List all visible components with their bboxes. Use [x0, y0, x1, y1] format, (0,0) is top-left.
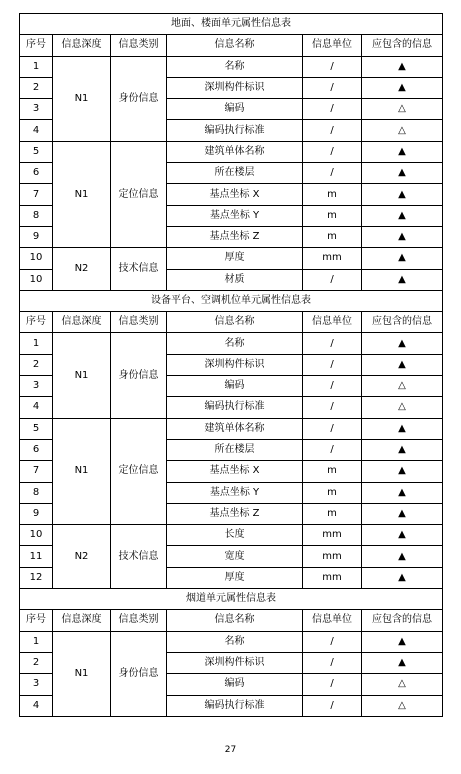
required-symbol: ▲: [362, 333, 443, 354]
required-symbol: ▲: [362, 56, 443, 77]
info-name: 基点坐标 Y: [167, 205, 303, 226]
info-name: 建筑单体名称: [167, 141, 303, 162]
info-name: 编码: [167, 99, 303, 120]
header-no: 序号: [20, 35, 53, 56]
info-name: 名称: [167, 56, 303, 77]
required-symbol: ▲: [362, 163, 443, 184]
required-symbol: △: [362, 674, 443, 695]
required-symbol: ▲: [362, 77, 443, 98]
info-name: 基点坐标 X: [167, 461, 303, 482]
table-row: [20, 418, 443, 439]
info-name: 厚度: [167, 567, 303, 588]
header-name: 信息名称: [167, 610, 303, 631]
info-depth: N2: [53, 248, 111, 291]
table-row: [20, 56, 443, 77]
info-category: 定位信息: [111, 141, 167, 247]
row-number: 7: [20, 184, 53, 205]
info-unit: m: [303, 226, 362, 247]
row-number: 2: [20, 354, 53, 375]
row-number: 10: [20, 248, 53, 269]
row-number: 6: [20, 439, 53, 460]
info-name: 深圳构件标识: [167, 652, 303, 673]
required-symbol: ▲: [362, 567, 443, 588]
row-number: 7: [20, 461, 53, 482]
row-number: 1: [20, 631, 53, 652]
info-name: 厚度: [167, 248, 303, 269]
row-number: 4: [20, 397, 53, 418]
info-name: 基点坐标 Z: [167, 503, 303, 524]
header-unit: 信息单位: [303, 312, 362, 333]
info-name: 基点坐标 Z: [167, 226, 303, 247]
required-symbol: ▲: [362, 546, 443, 567]
info-unit: m: [303, 503, 362, 524]
info-name: 宽度: [167, 546, 303, 567]
section-title: 地面、楼面单元属性信息表: [20, 14, 443, 35]
info-category: 技术信息: [111, 525, 167, 589]
row-number: 3: [20, 99, 53, 120]
row-number: 1: [20, 56, 53, 77]
info-unit: /: [303, 99, 362, 120]
table-row: [20, 141, 443, 162]
table-row: [20, 333, 443, 354]
header-category: 信息类别: [111, 312, 167, 333]
header-required: 应包含的信息: [362, 312, 443, 333]
info-unit: /: [303, 397, 362, 418]
header-row: [20, 312, 443, 333]
row-number: 4: [20, 120, 53, 141]
row-number: 6: [20, 163, 53, 184]
info-name: 名称: [167, 333, 303, 354]
required-symbol: ▲: [362, 226, 443, 247]
required-symbol: ▲: [362, 482, 443, 503]
info-unit: /: [303, 376, 362, 397]
section-title-row: [20, 589, 443, 610]
required-symbol: ▲: [362, 184, 443, 205]
row-number: 1: [20, 333, 53, 354]
info-unit: m: [303, 461, 362, 482]
info-unit: m: [303, 184, 362, 205]
required-symbol: △: [362, 397, 443, 418]
info-name: 编码: [167, 674, 303, 695]
info-unit: mm: [303, 248, 362, 269]
info-unit: m: [303, 482, 362, 503]
row-number: 12: [20, 567, 53, 588]
header-required: 应包含的信息: [362, 35, 443, 56]
table-row: [20, 631, 443, 652]
info-unit: /: [303, 354, 362, 375]
required-symbol: ▲: [362, 141, 443, 162]
required-symbol: ▲: [362, 418, 443, 439]
required-symbol: ▲: [362, 269, 443, 290]
info-unit: /: [303, 333, 362, 354]
row-number: 2: [20, 77, 53, 98]
row-number: 9: [20, 226, 53, 247]
info-name: 深圳构件标识: [167, 77, 303, 98]
page-number: 27: [224, 745, 237, 755]
required-symbol: ▲: [362, 248, 443, 269]
info-unit: mm: [303, 525, 362, 546]
info-name: 编码执行标准: [167, 397, 303, 418]
header-unit: 信息单位: [303, 610, 362, 631]
info-unit: /: [303, 695, 362, 716]
info-unit: /: [303, 141, 362, 162]
info-category: 身份信息: [111, 333, 167, 418]
header-no: 序号: [20, 312, 53, 333]
header-unit: 信息单位: [303, 35, 362, 56]
table-row: [20, 525, 443, 546]
header-depth: 信息深度: [53, 312, 111, 333]
required-symbol: ▲: [362, 354, 443, 375]
info-unit: mm: [303, 546, 362, 567]
info-name: 编码执行标准: [167, 695, 303, 716]
info-unit: /: [303, 439, 362, 460]
info-name: 编码: [167, 376, 303, 397]
info-depth: N1: [53, 418, 111, 524]
row-number: 11: [20, 546, 53, 567]
info-depth: N1: [53, 56, 111, 141]
header-name: 信息名称: [167, 35, 303, 56]
info-name: 基点坐标 X: [167, 184, 303, 205]
section-title-row: [20, 290, 443, 311]
row-number: 10: [20, 269, 53, 290]
required-symbol: ▲: [362, 631, 443, 652]
info-unit: /: [303, 120, 362, 141]
header-name: 信息名称: [167, 312, 303, 333]
row-number: 3: [20, 674, 53, 695]
info-unit: /: [303, 77, 362, 98]
info-name: 名称: [167, 631, 303, 652]
row-number: 8: [20, 482, 53, 503]
row-number: 8: [20, 205, 53, 226]
header-category: 信息类别: [111, 610, 167, 631]
info-category: 身份信息: [111, 56, 167, 141]
row-number: 5: [20, 418, 53, 439]
info-name: 基点坐标 Y: [167, 482, 303, 503]
row-number: 5: [20, 141, 53, 162]
required-symbol: ▲: [362, 439, 443, 460]
info-name: 所在楼层: [167, 163, 303, 184]
row-number: 4: [20, 695, 53, 716]
attribute-table: [19, 13, 443, 717]
info-category: 技术信息: [111, 248, 167, 291]
row-number: 3: [20, 376, 53, 397]
info-unit: mm: [303, 567, 362, 588]
info-unit: /: [303, 674, 362, 695]
info-name: 长度: [167, 525, 303, 546]
info-unit: m: [303, 205, 362, 226]
info-name: 所在楼层: [167, 439, 303, 460]
section-title-row: [20, 14, 443, 35]
info-unit: /: [303, 163, 362, 184]
section-title: 设备平台、空调机位单元属性信息表: [20, 290, 443, 311]
info-unit: /: [303, 269, 362, 290]
required-symbol: ▲: [362, 205, 443, 226]
info-unit: /: [303, 631, 362, 652]
info-category: 定位信息: [111, 418, 167, 524]
section-title: 烟道单元属性信息表: [20, 589, 443, 610]
info-unit: /: [303, 56, 362, 77]
table-row: [20, 248, 443, 269]
header-depth: 信息深度: [53, 35, 111, 56]
header-no: 序号: [20, 610, 53, 631]
header-row: [20, 35, 443, 56]
info-name: 建筑单体名称: [167, 418, 303, 439]
required-symbol: △: [362, 120, 443, 141]
header-required: 应包含的信息: [362, 610, 443, 631]
row-number: 9: [20, 503, 53, 524]
info-depth: N1: [53, 631, 111, 716]
table-body: [20, 14, 443, 717]
required-symbol: △: [362, 695, 443, 716]
row-number: 10: [20, 525, 53, 546]
info-name: 材质: [167, 269, 303, 290]
info-name: 深圳构件标识: [167, 354, 303, 375]
required-symbol: △: [362, 99, 443, 120]
required-symbol: △: [362, 376, 443, 397]
required-symbol: ▲: [362, 525, 443, 546]
info-depth: N2: [53, 525, 111, 589]
info-depth: N1: [53, 333, 111, 418]
info-name: 编码执行标准: [167, 120, 303, 141]
required-symbol: ▲: [362, 503, 443, 524]
info-category: 身份信息: [111, 631, 167, 716]
required-symbol: ▲: [362, 461, 443, 482]
header-depth: 信息深度: [53, 610, 111, 631]
row-number: 2: [20, 652, 53, 673]
info-depth: N1: [53, 141, 111, 247]
header-row: [20, 610, 443, 631]
info-unit: /: [303, 418, 362, 439]
required-symbol: ▲: [362, 652, 443, 673]
info-unit: /: [303, 652, 362, 673]
header-category: 信息类别: [111, 35, 167, 56]
